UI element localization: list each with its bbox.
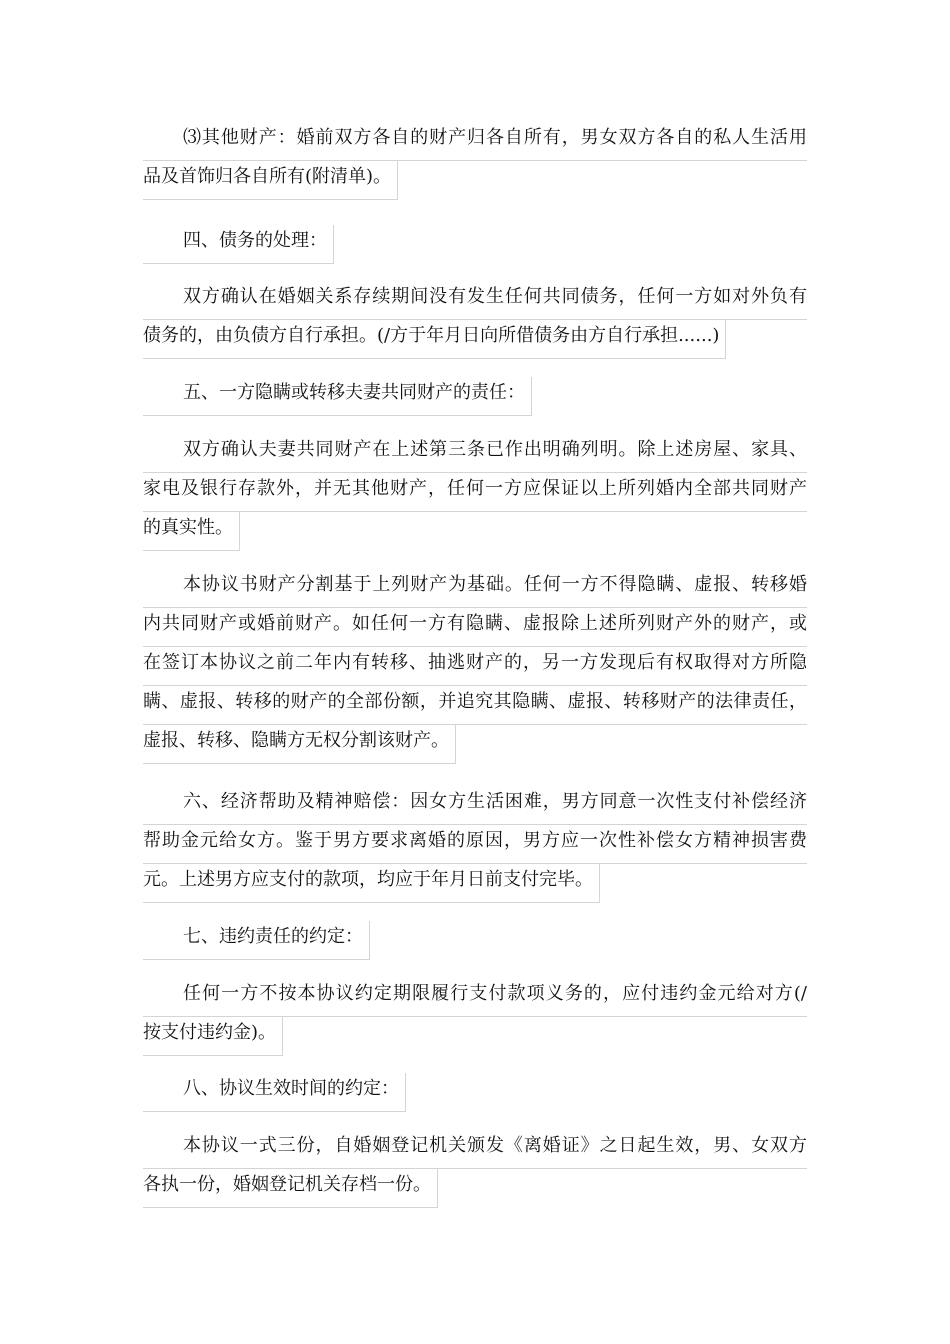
text-line: ⑶其他财产：婚前双方各自的财产归各自所有，男女双方各自的私人生活用 [143, 122, 807, 161]
text-line: 品及首饰归各自所有(附清单)。 [143, 161, 398, 200]
text-line: 的真实性。 [143, 512, 240, 551]
text-line: 债务的，由负债方自行承担。(/方于年月日向所借债务由方自行承担......) [143, 320, 726, 359]
section-heading: 四、债务的处理： [143, 225, 334, 264]
paragraph-effective-time [143, 1130, 807, 1208]
text-line: 本协议一式三份，自婚姻登记机关颁发《离婚证》之日起生效，男、女双方 [143, 1130, 807, 1169]
section-heading: 五、一方隐瞒或转移夫妻共同财产的责任： [143, 377, 532, 416]
heading-effective-time [143, 1073, 807, 1112]
text-line: 双方确认夫妻共同财产在上述第三条已作出明确列明。除上述房屋、家具、 [143, 434, 807, 473]
paragraph-debt [143, 281, 807, 359]
paragraph-property-division [143, 569, 807, 764]
text-line: 瞒、虚报、转移的财产的全部份额，并追究其隐瞒、虚报、转移财产的法律责任， [143, 686, 807, 725]
paragraph-economic-assistance [143, 786, 807, 903]
heading-breach [143, 921, 807, 960]
text-line: 本协议书财产分割基于上列财产为基础。任何一方不得隐瞒、虚报、转移婚 [143, 569, 807, 608]
section-heading: 八、协议生效时间的约定： [143, 1073, 406, 1112]
text-line: 虚报、转移、隐瞒方无权分割该财产。 [143, 725, 456, 764]
text-line: 双方确认在婚姻关系存续期间没有发生任何共同债务，任何一方如对外负有 [143, 281, 807, 320]
text-line: 任何一方不按本协议约定期限履行支付款项义务的，应付违约金元给对方(/ [143, 978, 807, 1017]
text-line: 帮助金元给女方。鉴于男方要求离婚的原因，男方应一次性补偿女方精神损害费 [143, 825, 807, 864]
text-line: 元。上述男方应支付的款项，均应于年月日前支付完毕。 [143, 864, 600, 903]
text-line: 各执一份，婚姻登记机关存档一份。 [143, 1169, 438, 1208]
section-heading: 七、违约责任的约定： [143, 921, 370, 960]
heading-debt [143, 225, 807, 264]
paragraph-other-property [143, 122, 807, 200]
heading-concealment [143, 377, 807, 416]
paragraph-joint-property [143, 434, 807, 551]
text-line: 六、经济帮助及精神赔偿：因女方生活困难，男方同意一次性支付补偿经济 [143, 786, 807, 825]
text-line: 按支付违约金)。 [143, 1017, 283, 1056]
text-line: 内共同财产或婚前财产。如任何一方有隐瞒、虚报除上述所列财产外的财产，或 [143, 608, 807, 647]
text-line: 在签订本协议之前二年内有转移、抽逃财产的，另一方发现后有权取得对方所隐 [143, 647, 807, 686]
text-line: 家电及银行存款外，并无其他财产，任何一方应保证以上所列婚内全部共同财产 [143, 473, 807, 512]
paragraph-breach [143, 978, 807, 1056]
